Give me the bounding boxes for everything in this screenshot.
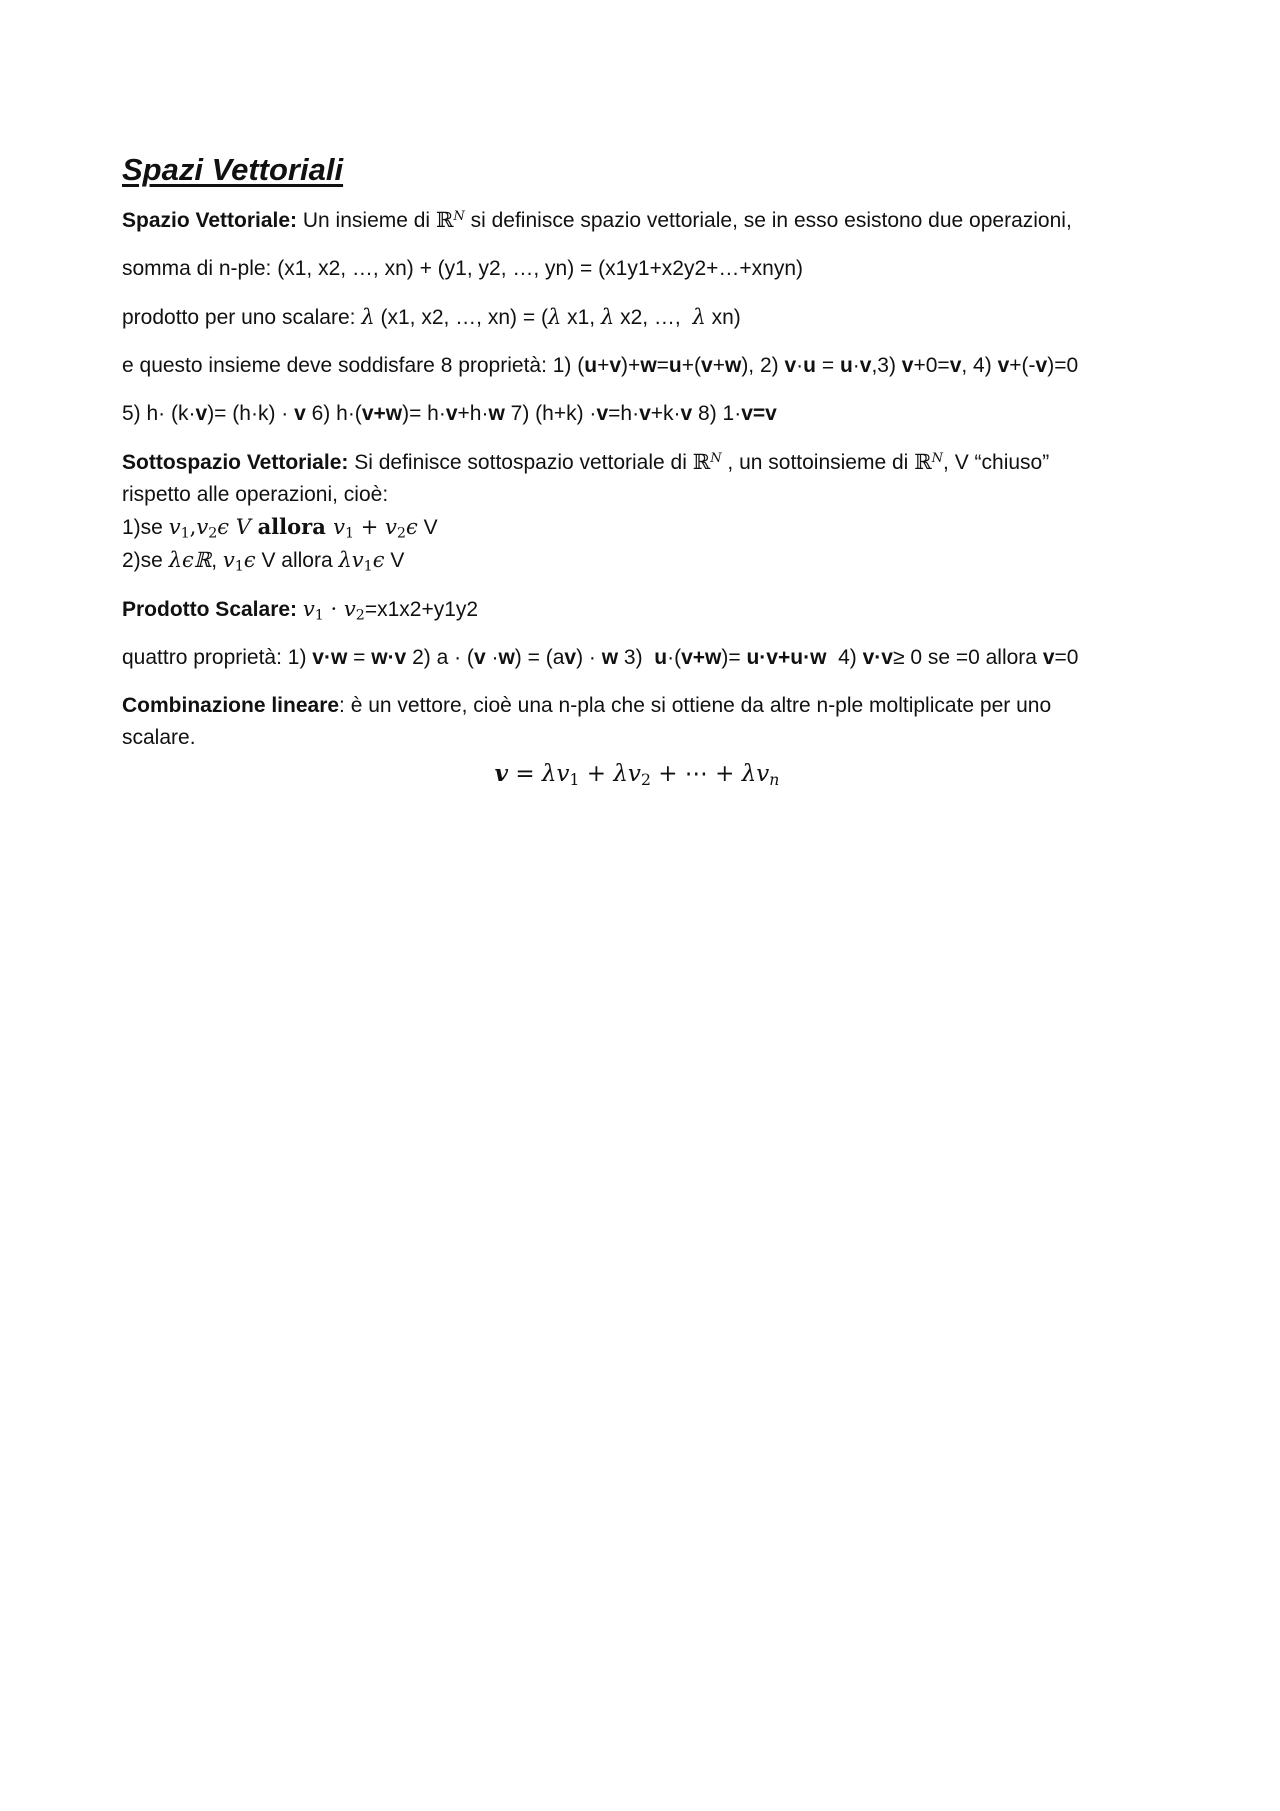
- math-var: v: [302, 597, 315, 622]
- term-label: Spazio Vettoriale:: [122, 209, 298, 233]
- text: ·: [852, 354, 860, 378]
- bold-vector: w: [488, 402, 505, 426]
- text: +k·: [650, 402, 681, 426]
- sottospazio-rule-1: [122, 511, 1162, 544]
- math-text: λϵℝ: [168, 548, 212, 573]
- combinazione-lineare-definition: [122, 690, 1162, 754]
- bold-vector: v·v: [862, 646, 893, 670]
- text: , 4): [961, 354, 998, 378]
- text: 1)se: [122, 516, 169, 540]
- bold-vector: u: [584, 354, 598, 378]
- text: : è un vettore, cioè una n-pla che si ottiene da altre n-ple moltiplicate per uno: [339, 694, 1052, 718]
- math-operator: =: [508, 761, 542, 788]
- exponent: N: [710, 451, 722, 467]
- text: ·: [485, 646, 499, 670]
- combinazione-line-2: scalare.: [122, 726, 196, 750]
- subscript: 1: [180, 525, 190, 542]
- math-var: v: [222, 548, 235, 573]
- text: ) = (a: [514, 646, 565, 670]
- prodotto-scalare-properties: [122, 642, 1162, 674]
- subscript: 2: [640, 770, 651, 790]
- lambda-symbol: λ: [361, 305, 375, 330]
- bold-vector: v: [901, 354, 914, 378]
- math-var: v: [196, 515, 209, 540]
- bold-vector: u: [839, 354, 853, 378]
- real-set-symbol: ℝ: [914, 450, 932, 475]
- text: =0: [1054, 646, 1079, 670]
- bold-vector: w: [724, 354, 742, 378]
- text: ), 2): [741, 354, 785, 378]
- exponent: N: [931, 451, 944, 467]
- math-text: ϵ: [243, 548, 256, 573]
- bold-vector: v: [997, 354, 1010, 378]
- bold-vector: v: [564, 646, 577, 670]
- bold-vector: v: [445, 402, 458, 426]
- bold-vector: v: [596, 402, 609, 426]
- text: Un insieme di: [297, 209, 436, 233]
- math-text: ϵ: [372, 548, 385, 573]
- bold-vector: v: [639, 402, 651, 426]
- math-var: v: [168, 515, 181, 540]
- bold-vector: v=v: [741, 402, 777, 426]
- math-var: λv: [741, 761, 770, 788]
- math-bold-var: v: [494, 760, 509, 788]
- text: ,: [211, 549, 223, 573]
- text: quattro proprietà: 1): [122, 646, 313, 670]
- bold-vector: w: [640, 354, 657, 378]
- lambda-symbol: λ: [547, 305, 562, 330]
- text: 6) h·(: [305, 402, 362, 426]
- real-set-symbol: ℝ: [692, 450, 711, 475]
- text: =h·: [608, 402, 640, 426]
- text: +(-: [1009, 354, 1036, 378]
- math-var: λv: [613, 761, 641, 788]
- text: )= (h·k) ·: [207, 402, 295, 426]
- bold-vector: v: [1035, 354, 1048, 378]
- text: V allora: [255, 549, 339, 573]
- text: Si definisce sottospazio vettoriale di: [348, 451, 693, 475]
- term-label: Sottospazio Vettoriale:: [122, 451, 349, 475]
- combinazione-line-1: [122, 690, 1162, 722]
- subscript: n: [769, 770, 780, 790]
- text: =: [816, 354, 840, 378]
- bold-vector: w·v: [371, 646, 407, 670]
- bold-vector: u: [654, 646, 668, 670]
- text: +: [597, 354, 610, 378]
- text: x2, …,: [614, 306, 693, 330]
- scalar-product-definition: [122, 301, 1162, 334]
- sottospazio-line-1: [122, 446, 1162, 479]
- text: si definisce spazio vettoriale, se in esso esistono due operazioni,: [464, 209, 1072, 233]
- subscript: 2: [396, 525, 406, 542]
- math-text: ϵ: [405, 515, 418, 540]
- text: ,3): [871, 354, 902, 378]
- sottospazio-definition: [122, 446, 1162, 577]
- subscript: 1: [569, 770, 580, 790]
- subscript: 1: [314, 607, 324, 624]
- text: x1,: [561, 306, 601, 330]
- text: V: [384, 549, 405, 573]
- math-operator: +: [354, 515, 386, 540]
- exponent: N: [453, 209, 465, 225]
- text: =x1x2+y1y2: [364, 598, 479, 622]
- linear-combination-formula: [122, 756, 1162, 791]
- text: +: [712, 354, 725, 378]
- math-operator: ·: [323, 597, 344, 622]
- document-content: [122, 150, 1162, 791]
- text: ,: [189, 515, 197, 540]
- text: )=: [721, 646, 747, 670]
- math-text: ϵ V: [217, 515, 258, 540]
- bold-vector: v: [294, 402, 306, 426]
- text: )=0: [1047, 354, 1079, 378]
- bold-vector: u: [803, 354, 816, 378]
- math-operator: + ⋯ +: [650, 761, 742, 788]
- math-var: λv: [541, 761, 570, 788]
- text: 2)se: [122, 549, 169, 573]
- properties-line-2: [122, 398, 1162, 430]
- bold-vector: v: [701, 354, 713, 378]
- text: )= h·: [402, 402, 446, 426]
- text: 3): [618, 646, 655, 670]
- text: V: [417, 516, 438, 540]
- text: , un sottoinsieme di: [721, 451, 915, 475]
- text: 7) (h+k) ·: [504, 402, 597, 426]
- spazio-vettoriale-definition: [122, 204, 1162, 237]
- text: ·: [796, 354, 804, 378]
- text: 2) a · (: [406, 646, 474, 670]
- text: e questo insieme deve soddisfare 8 proprietà: 1) (: [122, 354, 585, 378]
- math-var: λv: [338, 548, 364, 573]
- lambda-symbol: λ: [692, 305, 706, 330]
- term-label: Combinazione lineare: [122, 694, 340, 718]
- text: =: [347, 646, 372, 670]
- math-var: v: [343, 597, 356, 622]
- text: 5) h· (k·: [122, 402, 196, 426]
- real-set-symbol: ℝ: [435, 208, 454, 233]
- subscript: 1: [363, 558, 373, 575]
- text: =: [656, 354, 669, 378]
- bold-vector: v: [195, 402, 208, 426]
- properties-line-1: [122, 350, 1162, 382]
- bold-vector: v·w: [312, 646, 348, 670]
- prodotto-scalare-definition: [122, 593, 1162, 626]
- bold-vector: v: [680, 402, 693, 426]
- bold-vector: v: [784, 354, 797, 378]
- subscript: 1: [234, 558, 244, 575]
- text: xn): [705, 306, 741, 330]
- text: , V “chiuso”: [943, 451, 1050, 475]
- bold-vector: w: [498, 646, 515, 670]
- text: +(: [681, 354, 702, 378]
- text: (x1, x2, …, xn) = (: [374, 306, 548, 330]
- math-var: v: [333, 515, 345, 540]
- math-var: v: [385, 515, 397, 540]
- lambda-symbol: λ: [600, 305, 615, 330]
- bold-vector: v: [609, 354, 622, 378]
- bold-vector: u·v+u·w: [746, 646, 827, 670]
- bold-vector: w: [601, 646, 619, 670]
- sum-definition: somma di n-ple: (x1, x2, …, xn) + (y1, y2, …, yn) = (x1y1+x2y2+…+xnyn): [122, 257, 804, 281]
- bold-vector: v: [859, 354, 872, 378]
- math-bold-text: allora: [257, 514, 334, 540]
- subscript: 1: [345, 525, 355, 542]
- page-title: Spazi Vettoriali: [122, 152, 344, 187]
- bold-vector: v+w: [361, 402, 403, 426]
- sottospazio-line-2: rispetto alle operazioni, cioè:: [122, 483, 389, 507]
- bold-vector: v+w: [681, 646, 722, 670]
- text: prodotto per uno scalare:: [122, 306, 362, 330]
- text: ) ·: [576, 646, 602, 670]
- math-operator: +: [579, 761, 614, 788]
- bold-vector: u: [668, 354, 682, 378]
- text: 8) 1·: [692, 402, 742, 426]
- text: 4): [826, 646, 863, 670]
- subscript: 2: [208, 525, 218, 542]
- text: ·(: [667, 646, 682, 670]
- bold-vector: v: [949, 354, 962, 378]
- text: +0=: [913, 354, 950, 378]
- sottospazio-rule-2: [122, 544, 1162, 577]
- subscript: 2: [355, 607, 365, 624]
- term-label: Prodotto Scalare:: [122, 598, 298, 622]
- text: +h·: [457, 402, 489, 426]
- text: ≥ 0 se =0 allora: [892, 646, 1043, 670]
- bold-vector: v: [1042, 646, 1055, 670]
- bold-vector: v: [473, 646, 486, 670]
- text: )+: [621, 354, 641, 378]
